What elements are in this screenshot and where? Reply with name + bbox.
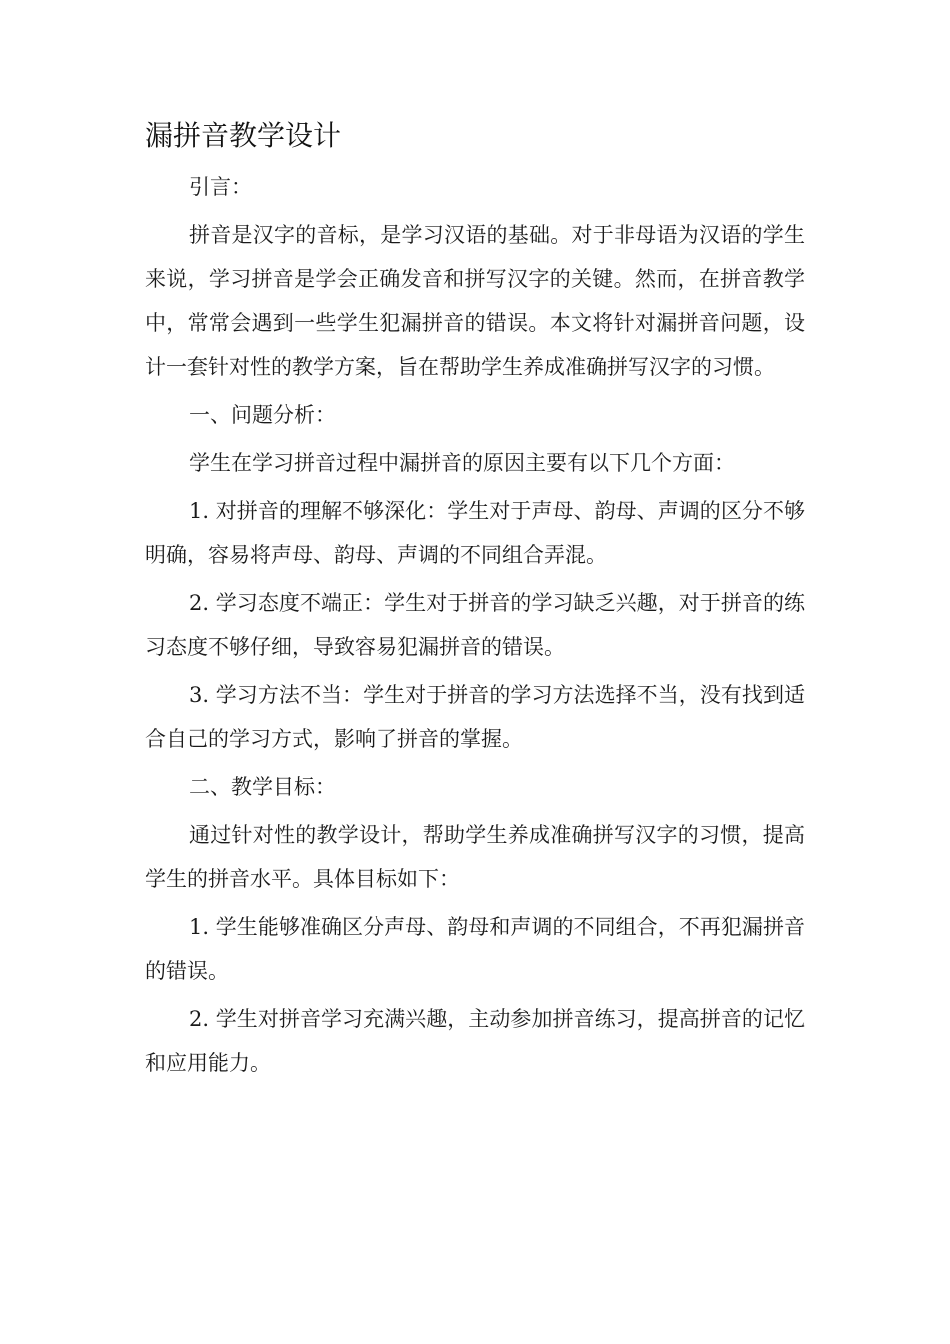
problem-analysis-intro: 学生在学习拼音过程中漏拼音的原因主要有以下几个方面：	[189, 451, 735, 475]
section-heading-teaching-goals: 二、教学目标：	[189, 775, 336, 799]
teaching-goals-intro: 通过针对性的教学设计，帮助学生养成准确拼写汉字的习惯，提高学生的拼音水平。具体目标如下：	[145, 823, 805, 891]
goal-item-1: 1. 学生能够准确区分声母、韵母和声调的不同组合，不再犯漏拼音的错误。	[145, 915, 805, 983]
problem-item-3: 3. 学习方法不当：学生对于拼音的学习方法选择不当，没有找到适合自己的学习方式，影响了拼音的掌握。	[145, 683, 805, 751]
document-body	[145, 165, 805, 1089]
goal-item-2: 2. 学生对拼音学习充满兴趣，主动参加拼音练习，提高拼音的记忆和应用能力。	[145, 1007, 805, 1075]
problem-item-2: 2. 学习态度不端正：学生对于拼音的学习缺乏兴趣，对于拼音的练习态度不够仔细，导致容易犯漏拼音的错误。	[145, 591, 805, 659]
intro-paragraph: 拼音是汉字的音标，是学习汉语的基础。对于非母语为汉语的学生来说，学习拼音是学会正确发音和拼写汉字的关键。然而，在拼音教学中，常常会遇到一些学生犯漏拼音的错误。本文将针对漏拼音问题，设计一套针对性的教学方案，旨在帮助学生养成准确拼写汉字的习惯。	[145, 223, 805, 379]
intro-heading: 引言：	[189, 175, 252, 199]
problem-item-1: 1. 对拼音的理解不够深化：学生对于声母、韵母、声调的区分不够明确，容易将声母、韵母、声调的不同组合弄混。	[145, 499, 805, 567]
section-heading-problem-analysis: 一、问题分析：	[189, 403, 336, 427]
document-title: 漏拼音教学设计	[145, 119, 342, 152]
